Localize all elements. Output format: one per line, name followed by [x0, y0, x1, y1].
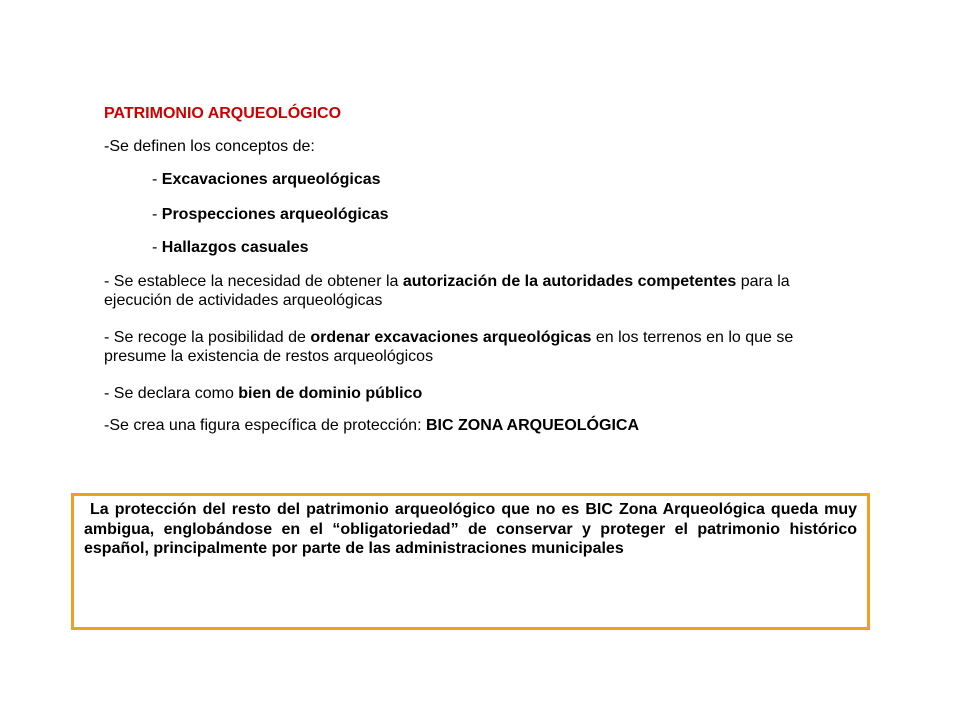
concept-label: Excavaciones arqueológicas	[161, 171, 381, 188]
concept-prefix: -	[152, 206, 162, 223]
concept-prefix: -	[152, 171, 162, 188]
point-public-domain: - Se declara como bien de dominio público	[104, 385, 423, 402]
point-bic: -Se crea una figura específica de protección: BIC ZONA ARQUEOLÓGICA	[104, 417, 639, 434]
concept-item-hallazgos	[152, 238, 902, 257]
point-excavations: - Se recoge la posibilidad de ordenar excavaciones arqueológicas en los terrenos en lo que se presume la existencia de restos arqueológicos	[104, 329, 794, 365]
note-text: La protección del resto del patrimonio arqueológico que no es BIC Zona Arqueológica queda muy ambigua, englobándose en el “obligatoriedad” de conservar y proteger el patrimonio histórico español, principalmente por parte de las administraciones municipales	[84, 501, 857, 557]
concept-prefix: -	[152, 239, 162, 256]
concept-item-prospecciones	[152, 205, 902, 224]
note-box	[71, 493, 870, 630]
concept-label: Prospecciones arqueológicas	[161, 206, 389, 223]
concept-label: Hallazgos casuales	[161, 239, 309, 256]
concept-item-excavaciones	[152, 170, 902, 189]
intro-line: -Se definen los conceptos de:	[104, 138, 315, 155]
slide-heading: PATRIMONIO ARQUEOLÓGICO	[104, 105, 342, 122]
point-authorization: - Se establece la necesidad de obtener la autorización de la autoridades competentes para la ejecución de actividades arqueológicas	[104, 273, 790, 309]
